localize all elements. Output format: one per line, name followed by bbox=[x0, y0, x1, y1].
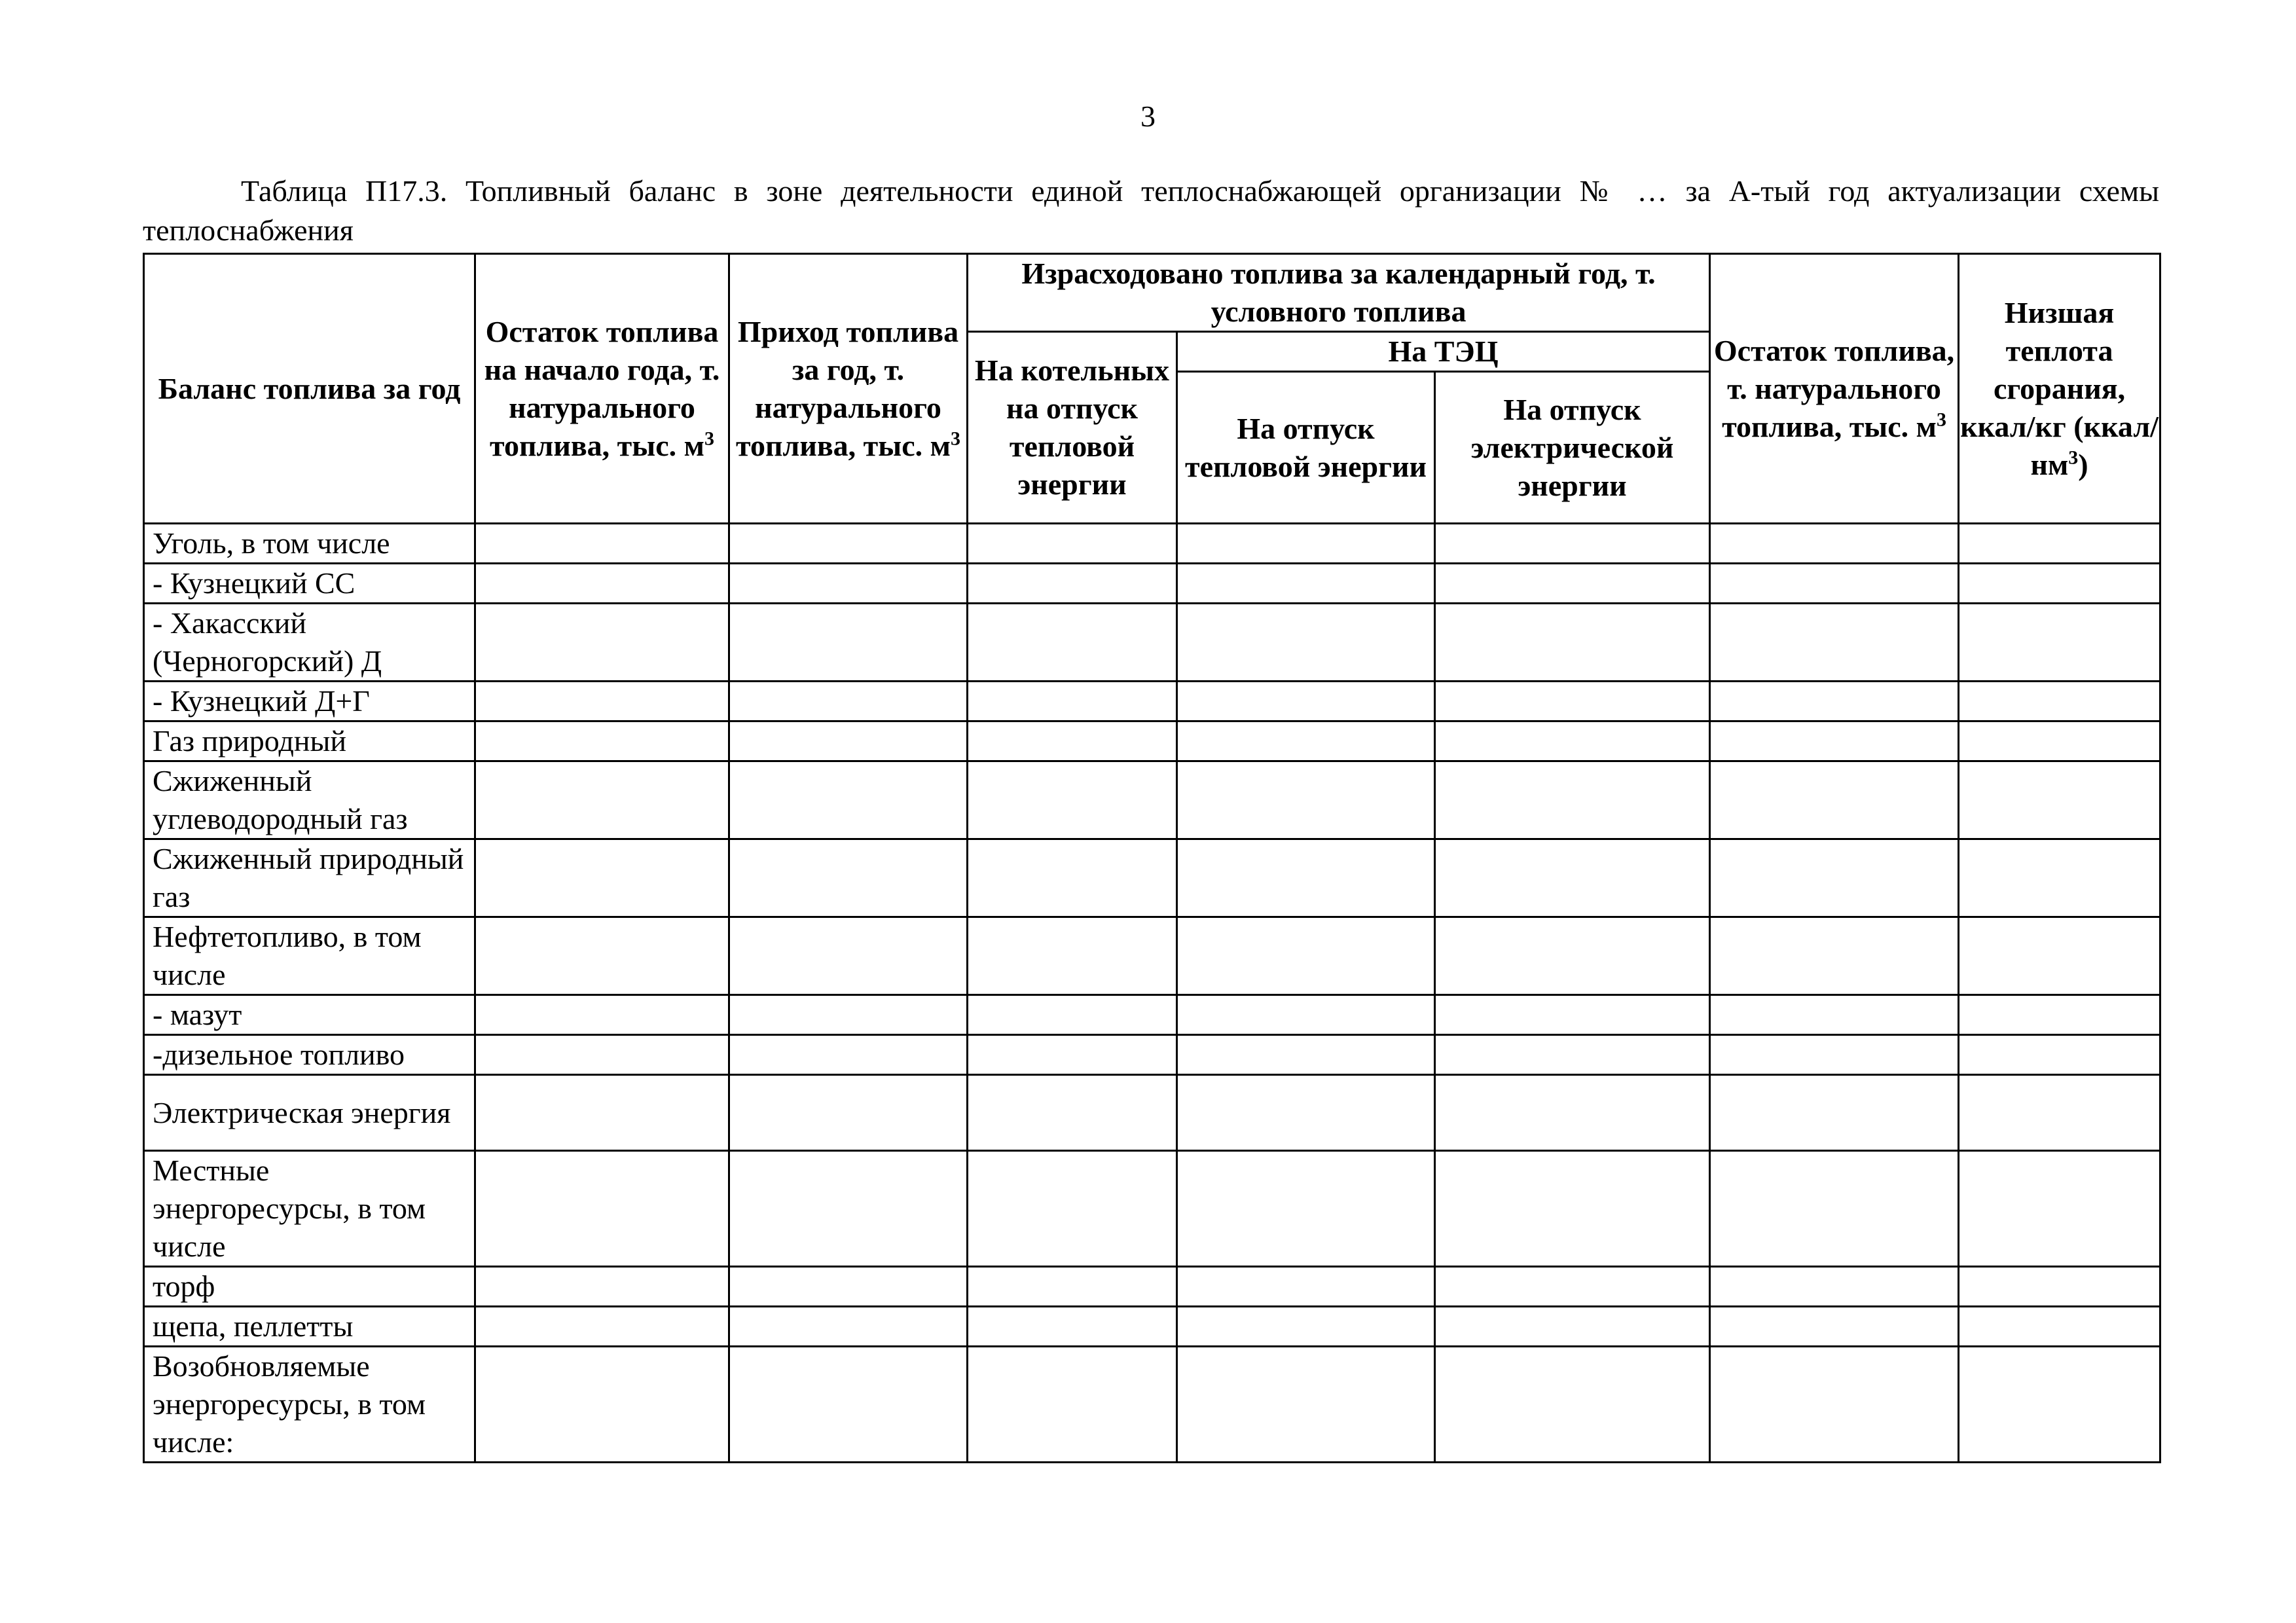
cell bbox=[1177, 564, 1435, 604]
cell bbox=[1177, 761, 1435, 839]
row-label: Сжиженный углеводородный газ bbox=[144, 761, 475, 839]
row-label: - Хакасский (Черногорский) Д bbox=[144, 604, 475, 682]
cell bbox=[1177, 524, 1435, 564]
cell bbox=[1959, 1347, 2160, 1463]
cell bbox=[968, 721, 1177, 761]
cell bbox=[729, 1347, 968, 1463]
table-row bbox=[144, 1307, 2160, 1347]
row-label: Уголь, в том числе bbox=[144, 524, 475, 564]
cell bbox=[968, 1151, 1177, 1267]
cell bbox=[729, 524, 968, 564]
cell bbox=[475, 761, 729, 839]
cell bbox=[1177, 1267, 1435, 1307]
cell bbox=[729, 1307, 968, 1347]
cell bbox=[1435, 995, 1710, 1035]
cell bbox=[1959, 1307, 2160, 1347]
cell bbox=[1710, 1075, 1959, 1151]
cell bbox=[1435, 564, 1710, 604]
row-label: Газ природный bbox=[144, 721, 475, 761]
header-spent-group: Израсходовано топлива за календарный год, т. условного топлива bbox=[968, 254, 1710, 332]
table-row bbox=[144, 721, 2160, 761]
row-label: Нефтетопливо, в том числе bbox=[144, 917, 475, 995]
table-row bbox=[144, 1347, 2160, 1463]
table-row bbox=[144, 995, 2160, 1035]
row-label: щепа, пеллетты bbox=[144, 1307, 475, 1347]
cell bbox=[968, 682, 1177, 721]
cell bbox=[1177, 1347, 1435, 1463]
cell bbox=[1435, 1075, 1710, 1151]
row-label: торф bbox=[144, 1267, 475, 1307]
row-label: Местные энергоресурсы, в том числе bbox=[144, 1151, 475, 1267]
row-label: -дизельное топливо bbox=[144, 1035, 475, 1075]
cell bbox=[729, 761, 968, 839]
cell bbox=[1710, 1267, 1959, 1307]
table-row bbox=[144, 682, 2160, 721]
cell bbox=[729, 1267, 968, 1307]
cell bbox=[729, 995, 968, 1035]
cell bbox=[729, 564, 968, 604]
cell bbox=[475, 1267, 729, 1307]
cell bbox=[729, 1035, 968, 1075]
table-caption: Таблица П17.3. Топливный баланс в зоне деятельности единой теплоснабжающей организации № … за А-тый год актуализации схемы теплоснабжения bbox=[143, 174, 2159, 247]
cell bbox=[475, 1075, 729, 1151]
header-chp-heat: На отпуск тепловой энергии bbox=[1177, 372, 1435, 524]
cell bbox=[1435, 839, 1710, 917]
cell bbox=[968, 761, 1177, 839]
cell bbox=[729, 1075, 968, 1151]
header-balance: Баланс топлива за год bbox=[144, 254, 475, 524]
cell bbox=[1435, 604, 1710, 682]
cell bbox=[729, 1151, 968, 1267]
table-row bbox=[144, 1267, 2160, 1307]
cell bbox=[1435, 1307, 1710, 1347]
cell bbox=[1710, 839, 1959, 917]
table-row bbox=[144, 1035, 2160, 1075]
cell bbox=[1959, 1075, 2160, 1151]
cell bbox=[1959, 917, 2160, 995]
cell bbox=[1177, 1307, 1435, 1347]
cell bbox=[475, 917, 729, 995]
cell bbox=[1435, 917, 1710, 995]
cell bbox=[1959, 604, 2160, 682]
cell bbox=[968, 1075, 1177, 1151]
cell bbox=[968, 1035, 1177, 1075]
cell bbox=[1177, 721, 1435, 761]
cell bbox=[1177, 604, 1435, 682]
cell bbox=[968, 839, 1177, 917]
table-row bbox=[144, 1151, 2160, 1267]
cell bbox=[1710, 524, 1959, 564]
cell bbox=[1959, 1035, 2160, 1075]
cell bbox=[475, 1307, 729, 1347]
cell bbox=[1177, 995, 1435, 1035]
cell bbox=[1177, 1151, 1435, 1267]
cell bbox=[475, 564, 729, 604]
row-label: Сжиженный природный газ bbox=[144, 839, 475, 917]
table-row bbox=[144, 1075, 2160, 1151]
cell bbox=[1959, 995, 2160, 1035]
cell bbox=[1959, 761, 2160, 839]
cell bbox=[729, 682, 968, 721]
cell bbox=[475, 524, 729, 564]
cell bbox=[1177, 1035, 1435, 1075]
cell bbox=[1959, 524, 2160, 564]
cell bbox=[1710, 1035, 1959, 1075]
cell bbox=[1710, 1151, 1959, 1267]
cell bbox=[475, 1035, 729, 1075]
table-row bbox=[144, 761, 2160, 839]
cell bbox=[475, 604, 729, 682]
cell bbox=[1710, 995, 1959, 1035]
cell bbox=[968, 995, 1177, 1035]
cell bbox=[1959, 1151, 2160, 1267]
cell bbox=[968, 1267, 1177, 1307]
cell bbox=[1435, 682, 1710, 721]
row-label: - Кузнецкий СС bbox=[144, 564, 475, 604]
cell bbox=[968, 1347, 1177, 1463]
cell bbox=[475, 682, 729, 721]
cell bbox=[1959, 564, 2160, 604]
cell bbox=[1959, 1267, 2160, 1307]
header-income: Приход топлива за год, т. натурального топлива, тыс. $м^3$ bbox=[729, 254, 968, 524]
table-row bbox=[144, 604, 2160, 682]
cell bbox=[1710, 917, 1959, 995]
cell bbox=[1710, 721, 1959, 761]
cell bbox=[475, 1151, 729, 1267]
header-calorific: Низшая теплота сгорания, ккал/кг $(ккал/нм^3)$ bbox=[1959, 254, 2160, 524]
cell bbox=[1710, 564, 1959, 604]
cell bbox=[968, 524, 1177, 564]
cell bbox=[1177, 682, 1435, 721]
cell bbox=[1435, 1347, 1710, 1463]
cell bbox=[729, 604, 968, 682]
cell bbox=[729, 839, 968, 917]
cell bbox=[1435, 1151, 1710, 1267]
cell bbox=[475, 1347, 729, 1463]
cell bbox=[968, 604, 1177, 682]
cell bbox=[1710, 1307, 1959, 1347]
fuel-balance-table bbox=[143, 253, 2161, 1463]
row-label: Возобновляемые энергоресурсы, в том числе: bbox=[144, 1347, 475, 1463]
cell bbox=[1710, 682, 1959, 721]
row-label: - Кузнецкий Д+Г bbox=[144, 682, 475, 721]
cell bbox=[968, 917, 1177, 995]
cell bbox=[729, 721, 968, 761]
cell bbox=[1959, 682, 2160, 721]
cell bbox=[968, 1307, 1177, 1347]
cell bbox=[475, 995, 729, 1035]
header-chp-group: На ТЭЦ bbox=[1177, 332, 1710, 372]
cell bbox=[1435, 1035, 1710, 1075]
cell bbox=[1710, 1347, 1959, 1463]
cell bbox=[1177, 917, 1435, 995]
table-row bbox=[144, 524, 2160, 564]
row-label: - мазут bbox=[144, 995, 475, 1035]
table-row bbox=[144, 564, 2160, 604]
table-row bbox=[144, 917, 2160, 995]
header-start-remainder: Остаток топлива на начало года, т. натурального топлива, тыс. $м^3$ bbox=[475, 254, 729, 524]
cell bbox=[475, 721, 729, 761]
table-row bbox=[144, 839, 2160, 917]
page-number: 3 bbox=[1140, 100, 1156, 133]
cell bbox=[1959, 839, 2160, 917]
cell bbox=[1435, 721, 1710, 761]
cell bbox=[1959, 721, 2160, 761]
cell bbox=[475, 839, 729, 917]
cell bbox=[1435, 761, 1710, 839]
cell bbox=[1177, 1075, 1435, 1151]
cell bbox=[1177, 839, 1435, 917]
cell bbox=[1710, 604, 1959, 682]
header-boilers: На котельных на отпуск тепловой энергии bbox=[968, 332, 1177, 524]
header-remainder: Остаток топлива, т. натурального топлива, тыс. $м^3$ bbox=[1710, 254, 1959, 524]
cell bbox=[968, 564, 1177, 604]
cell bbox=[1435, 1267, 1710, 1307]
header-chp-electric: На отпуск электрической энергии bbox=[1435, 372, 1710, 524]
cell bbox=[1710, 761, 1959, 839]
row-label: Электрическая энергия bbox=[144, 1075, 475, 1151]
cell bbox=[1435, 524, 1710, 564]
cell bbox=[729, 917, 968, 995]
